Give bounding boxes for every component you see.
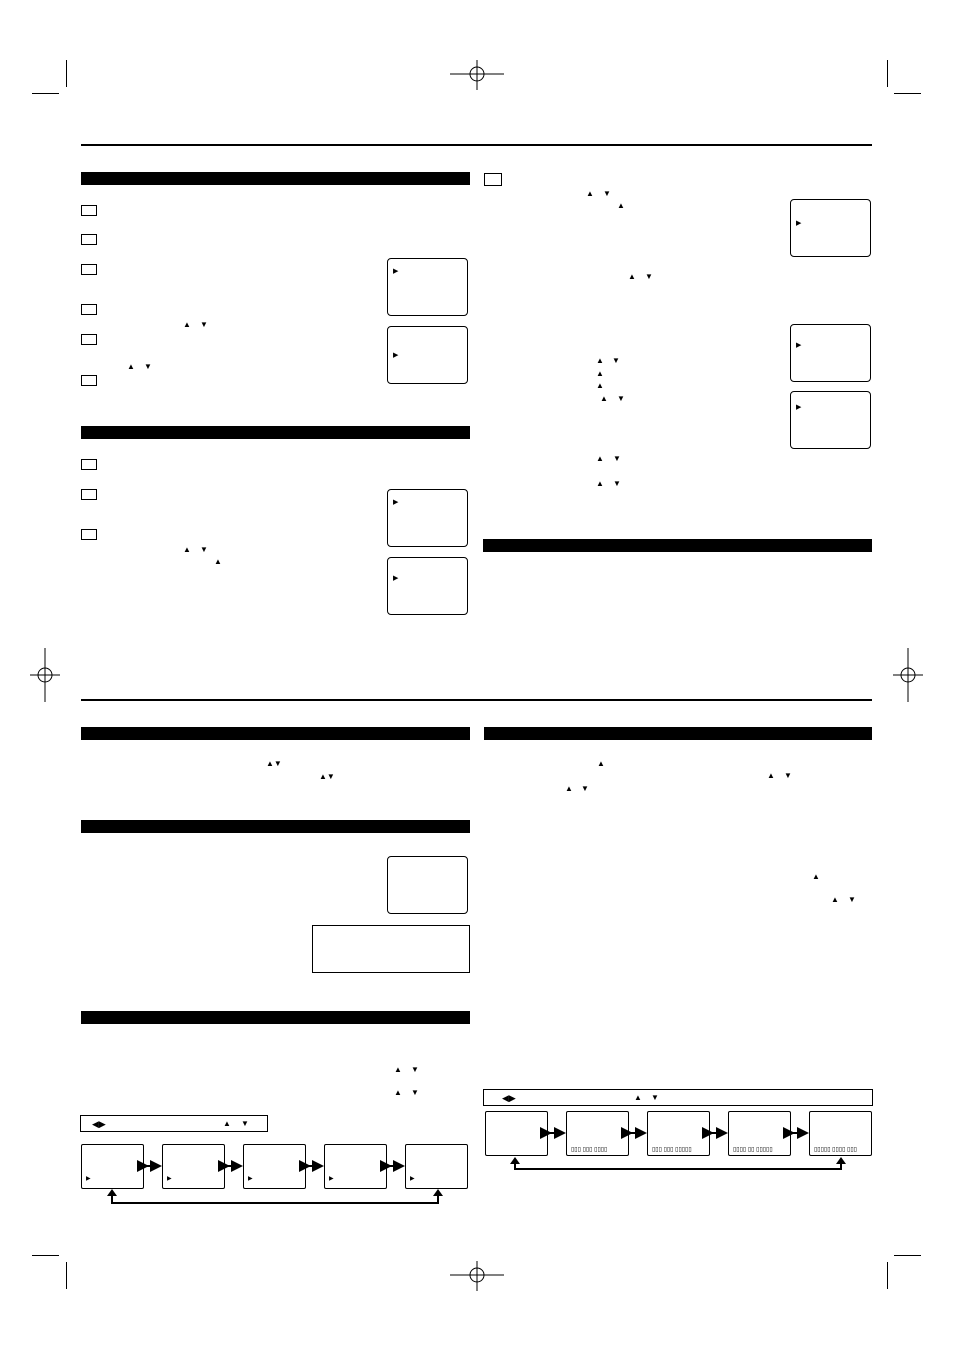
down-arrow-icon: ▼	[603, 189, 611, 198]
registration-mark-top	[450, 60, 504, 90]
crop-mark-tr-v	[887, 60, 888, 87]
character-row: ▯▯▯▯ ▯▯ ▯▯▯▯▯	[733, 1147, 773, 1153]
updown-arrow-icon: ▲▼	[319, 772, 335, 781]
down-arrow-icon: ▼	[200, 545, 208, 554]
down-arrow-icon: ▼	[784, 771, 792, 780]
crop-mark-br-h	[894, 1255, 921, 1256]
section-header-bar	[81, 1011, 470, 1024]
flow-arrows-left	[81, 1144, 471, 1210]
up-arrow-icon: ▲	[812, 872, 820, 881]
up-arrow-icon: ▲	[127, 362, 135, 371]
left-right-arrow-icon: ◀▶	[502, 1093, 516, 1103]
section-header-bar	[483, 539, 872, 552]
cursor-icon: ▶	[393, 352, 399, 359]
up-arrow-icon: ▲	[600, 394, 608, 403]
up-arrow-icon: ▲	[617, 201, 625, 210]
step-box	[81, 205, 97, 216]
registration-mark-bottom	[450, 1261, 504, 1291]
up-arrow-icon: ▲	[394, 1088, 402, 1097]
cursor-icon: ▶	[248, 1176, 253, 1182]
up-arrow-icon: ▲	[565, 784, 573, 793]
up-arrow-icon: ▲	[628, 272, 636, 281]
menu-screen	[387, 557, 468, 615]
section-header-bar	[81, 820, 470, 833]
section-header-bar	[81, 727, 470, 740]
character-row: ▯▯▯ ▯▯▯ ▯▯▯▯	[571, 1147, 608, 1153]
crop-mark-tr-h	[894, 93, 921, 94]
crop-mark-br-v	[887, 1262, 888, 1289]
cursor-icon: ▶	[167, 1176, 172, 1182]
menu-screen	[790, 199, 871, 257]
up-arrow-icon: ▲	[183, 320, 191, 329]
top-rule	[81, 144, 872, 146]
cursor-icon: ▶	[393, 499, 399, 506]
section-header-bar	[484, 727, 872, 740]
up-arrow-icon: ▲	[831, 895, 839, 904]
cursor-icon: ▶	[393, 575, 399, 582]
cursor-icon: ▶	[796, 220, 802, 227]
cursor-icon: ▶	[796, 404, 802, 411]
menu-screen	[387, 258, 468, 316]
down-arrow-icon: ▼	[612, 356, 620, 365]
down-arrow-icon: ▼	[411, 1065, 419, 1074]
step-box	[81, 529, 97, 540]
crop-mark-bl-v	[66, 1262, 67, 1289]
down-arrow-icon: ▼	[613, 454, 621, 463]
character-row: ▯▯▯▯▯ ▯▯▯▯ ▯▯▯	[814, 1147, 857, 1153]
down-arrow-icon: ▼	[645, 272, 653, 281]
crop-mark-tl-h	[32, 93, 59, 94]
down-arrow-icon: ▼	[200, 320, 208, 329]
info-box	[312, 925, 470, 973]
up-arrow-icon: ▲	[767, 771, 775, 780]
step-box	[81, 375, 97, 386]
flow-arrows-right	[485, 1111, 875, 1177]
down-arrow-icon: ▼	[848, 895, 856, 904]
up-arrow-icon: ▲	[394, 1065, 402, 1074]
step-box	[81, 489, 97, 500]
registration-mark-left	[30, 648, 60, 702]
middle-rule	[81, 699, 872, 701]
step-box	[81, 234, 97, 245]
up-arrow-icon: ▲	[596, 479, 604, 488]
step-box	[81, 304, 97, 315]
crop-mark-tl-v	[66, 60, 67, 87]
menu-screen	[790, 324, 871, 382]
menu-screen	[387, 856, 468, 914]
down-arrow-icon: ▼	[241, 1119, 249, 1128]
step-box	[81, 264, 97, 275]
up-arrow-icon: ▲	[634, 1093, 642, 1102]
step-box	[81, 459, 97, 470]
left-right-arrow-icon: ◀▶	[92, 1119, 106, 1129]
up-arrow-icon: ▲	[597, 759, 605, 768]
crop-mark-bl-h	[32, 1255, 59, 1256]
section-header-bar	[81, 172, 470, 185]
down-arrow-icon: ▼	[613, 479, 621, 488]
cursor-icon: ▶	[86, 1176, 91, 1182]
up-arrow-icon: ▲	[596, 381, 604, 390]
up-arrow-icon: ▲	[223, 1119, 231, 1128]
up-arrow-icon: ▲	[214, 557, 222, 566]
up-arrow-icon: ▲	[183, 545, 191, 554]
up-arrow-icon: ▲	[596, 454, 604, 463]
cursor-icon: ▶	[329, 1176, 334, 1182]
cursor-icon: ▶	[796, 342, 802, 349]
menu-screen	[387, 326, 468, 384]
section-header-bar	[81, 426, 470, 439]
registration-mark-right	[893, 648, 923, 702]
key-legend-box	[483, 1089, 873, 1106]
menu-screen	[387, 489, 468, 547]
character-row: ▯▯▯ ▯▯▯ ▯▯▯▯▯	[652, 1147, 692, 1153]
up-arrow-icon: ▲	[596, 356, 604, 365]
cursor-icon: ▶	[410, 1176, 415, 1182]
down-arrow-icon: ▼	[651, 1093, 659, 1102]
cursor-icon: ▶	[393, 268, 399, 275]
down-arrow-icon: ▼	[617, 394, 625, 403]
up-arrow-icon: ▲	[596, 369, 604, 378]
key-legend-box	[80, 1115, 268, 1132]
down-arrow-icon: ▼	[144, 362, 152, 371]
step-box	[81, 334, 97, 345]
menu-screen	[790, 391, 871, 449]
down-arrow-icon: ▼	[411, 1088, 419, 1097]
down-arrow-icon: ▼	[581, 784, 589, 793]
up-arrow-icon: ▲	[586, 189, 594, 198]
updown-arrow-icon: ▲▼	[266, 759, 282, 768]
step-box	[484, 173, 502, 186]
